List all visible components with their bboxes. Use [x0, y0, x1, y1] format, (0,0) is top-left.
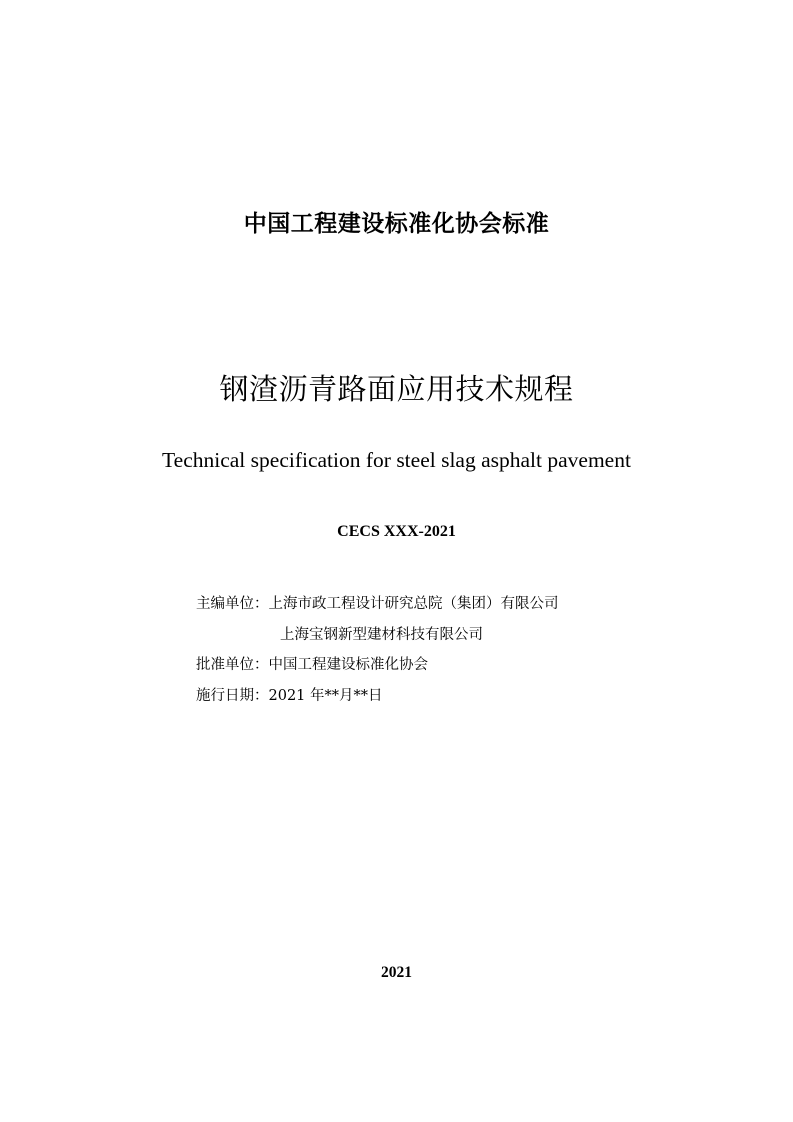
- editor-label: 主编单位：: [196, 596, 269, 612]
- effective-date-value: 2021 年**月**日: [268, 687, 383, 704]
- editor-row-2: [196, 620, 559, 651]
- effective-date-label: 施行日期：: [196, 687, 269, 704]
- publication-info: [196, 589, 559, 711]
- organization-standard-heading: 中国工程建设标准化协会标准: [243, 211, 550, 237]
- standard-code: CECS XXX-2021: [337, 523, 456, 540]
- publication-year: 2021: [381, 964, 412, 981]
- chinese-title: 钢渣沥青路面应用技术规程: [219, 372, 574, 406]
- editor-row-1: [196, 589, 559, 620]
- approver-name: 中国工程建设标准化协会: [268, 657, 428, 673]
- editor-name-1: 上海市政工程设计研究总院（集团）有限公司: [268, 596, 559, 612]
- editor-name-2: 上海宝钢新型建材科技有限公司: [280, 626, 483, 643]
- approver-row: [196, 650, 559, 681]
- effective-date-row: [196, 681, 559, 712]
- english-title: Technical specification for steel slag asphalt pavement: [162, 448, 631, 472]
- approver-label: 批准单位：: [196, 657, 269, 673]
